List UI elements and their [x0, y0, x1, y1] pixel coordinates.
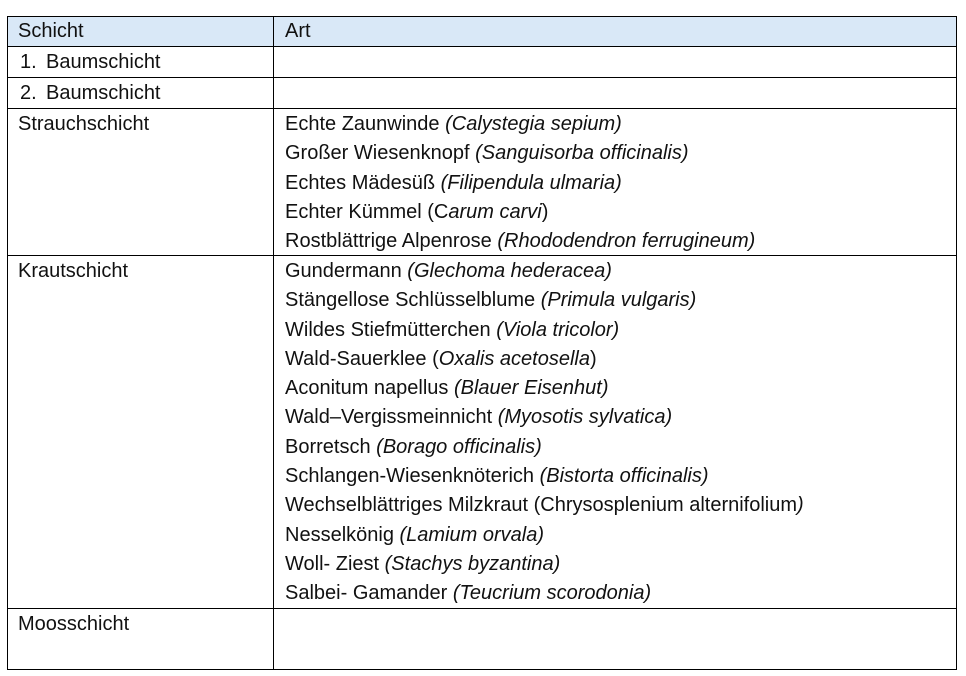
species-entry: [285, 316, 956, 345]
species-latin-name: arum carvi: [448, 200, 542, 223]
species-entry: [285, 169, 956, 198]
table-row: [8, 608, 956, 669]
species-common-name: Großer Wiesenknopf: [285, 142, 476, 165]
species-common-name: Gundermann: [285, 260, 408, 282]
species-latin-name: (Filipendula ulmaria): [440, 171, 622, 194]
species-cell: [274, 256, 956, 608]
layer-name: Strauchschicht: [8, 109, 274, 255]
layer-number: 1.: [20, 51, 37, 73]
species-entry: [285, 286, 956, 315]
species-cell: [274, 109, 956, 255]
species-latin-name: (Viola tricolor): [496, 318, 620, 341]
species-latin-name: (Teucrium scorodonia): [452, 582, 652, 605]
species-entry: [285, 550, 956, 579]
species-common-name: Nesselkönig: [285, 523, 400, 546]
header-layer: Schicht: [8, 17, 274, 46]
species-common-name: Wald-Sauerklee (: [285, 347, 439, 370]
species-entry: [285, 491, 956, 520]
species-entry: [285, 462, 956, 491]
layer-number: 2.: [20, 82, 37, 104]
species-common-name: Wildes Stiefmütterchen: [285, 318, 497, 341]
species-common-name: Borretsch: [285, 435, 377, 458]
species-common-name: Rostblättrige Alpenrose: [285, 230, 498, 253]
species-latin-name: (Primula vulgaris): [540, 289, 697, 312]
species-entry: [285, 374, 956, 403]
species-entry: [285, 198, 956, 227]
species-table: [7, 16, 957, 670]
layer-name: Moosschicht: [8, 609, 274, 669]
species-common-name: Echter Kümmel (C: [285, 200, 449, 223]
species-tail: ): [589, 347, 597, 370]
species-common-name: Schlangen-Wiesenknöterich: [285, 465, 540, 488]
species-latin-name: (Borago officinalis): [376, 435, 542, 458]
species-latin-name: Oxalis acetosella: [438, 347, 590, 370]
species-common-name: Woll- Ziest: [285, 552, 385, 575]
species-latin-name: (Rhododendron ferrugineum): [497, 230, 756, 253]
species-entry: [285, 579, 956, 608]
table-row: [8, 108, 956, 255]
header-species: Art: [285, 20, 311, 42]
species-entry: [285, 257, 956, 286]
layer-name: Baumschicht: [46, 82, 161, 104]
species-latin-name: (Lamium orvala): [399, 523, 544, 546]
species-entry: [285, 227, 956, 256]
species-entry: [285, 110, 956, 139]
table-row: [8, 46, 956, 77]
species-entry: [285, 403, 956, 432]
species-common-name: Wechselblättriges Milzkraut (Chrysosplenium alternifolium: [285, 494, 798, 517]
table-header-row: [8, 17, 956, 46]
species-common-name: Stängellose Schlüsselblume: [285, 289, 541, 312]
species-entry: [285, 345, 956, 374]
layer-cell: [8, 47, 274, 77]
species-latin-name: ): [797, 494, 804, 517]
species-cell: [274, 609, 956, 669]
layer-cell: [8, 78, 274, 108]
table-row: [8, 255, 956, 608]
species-common-name: Wald–Vergissmeinnicht: [285, 406, 498, 429]
species-common-name: Aconitum napellus: [285, 377, 454, 400]
species-entry: [285, 521, 956, 550]
species-latin-name: (Stachys byzantina): [384, 552, 561, 575]
species-latin-name: (Sanguisorba officinalis): [475, 142, 689, 165]
layer-name: Baumschicht: [46, 51, 161, 73]
species-common-name: Echte Zaunwinde: [285, 113, 446, 135]
species-latin-name: (Calystegia sepium): [445, 113, 622, 135]
species-latin-name: (Glechoma hederacea): [407, 260, 612, 282]
species-entry: [285, 433, 956, 462]
layer-name: Krautschicht: [8, 256, 274, 608]
species-latin-name: (Blauer Eisenhut): [453, 377, 609, 400]
species-common-name: Salbei- Gamander: [285, 582, 453, 605]
species-tail: ): [541, 200, 549, 223]
species-cell: [274, 78, 956, 108]
species-cell: [274, 47, 956, 77]
species-latin-name: (Myosotis sylvatica): [497, 406, 673, 429]
species-latin-name: (Bistorta officinalis): [539, 465, 709, 488]
table-row: [8, 77, 956, 108]
species-common-name: Echtes Mädesüß: [285, 171, 441, 194]
species-entry: [285, 139, 956, 168]
